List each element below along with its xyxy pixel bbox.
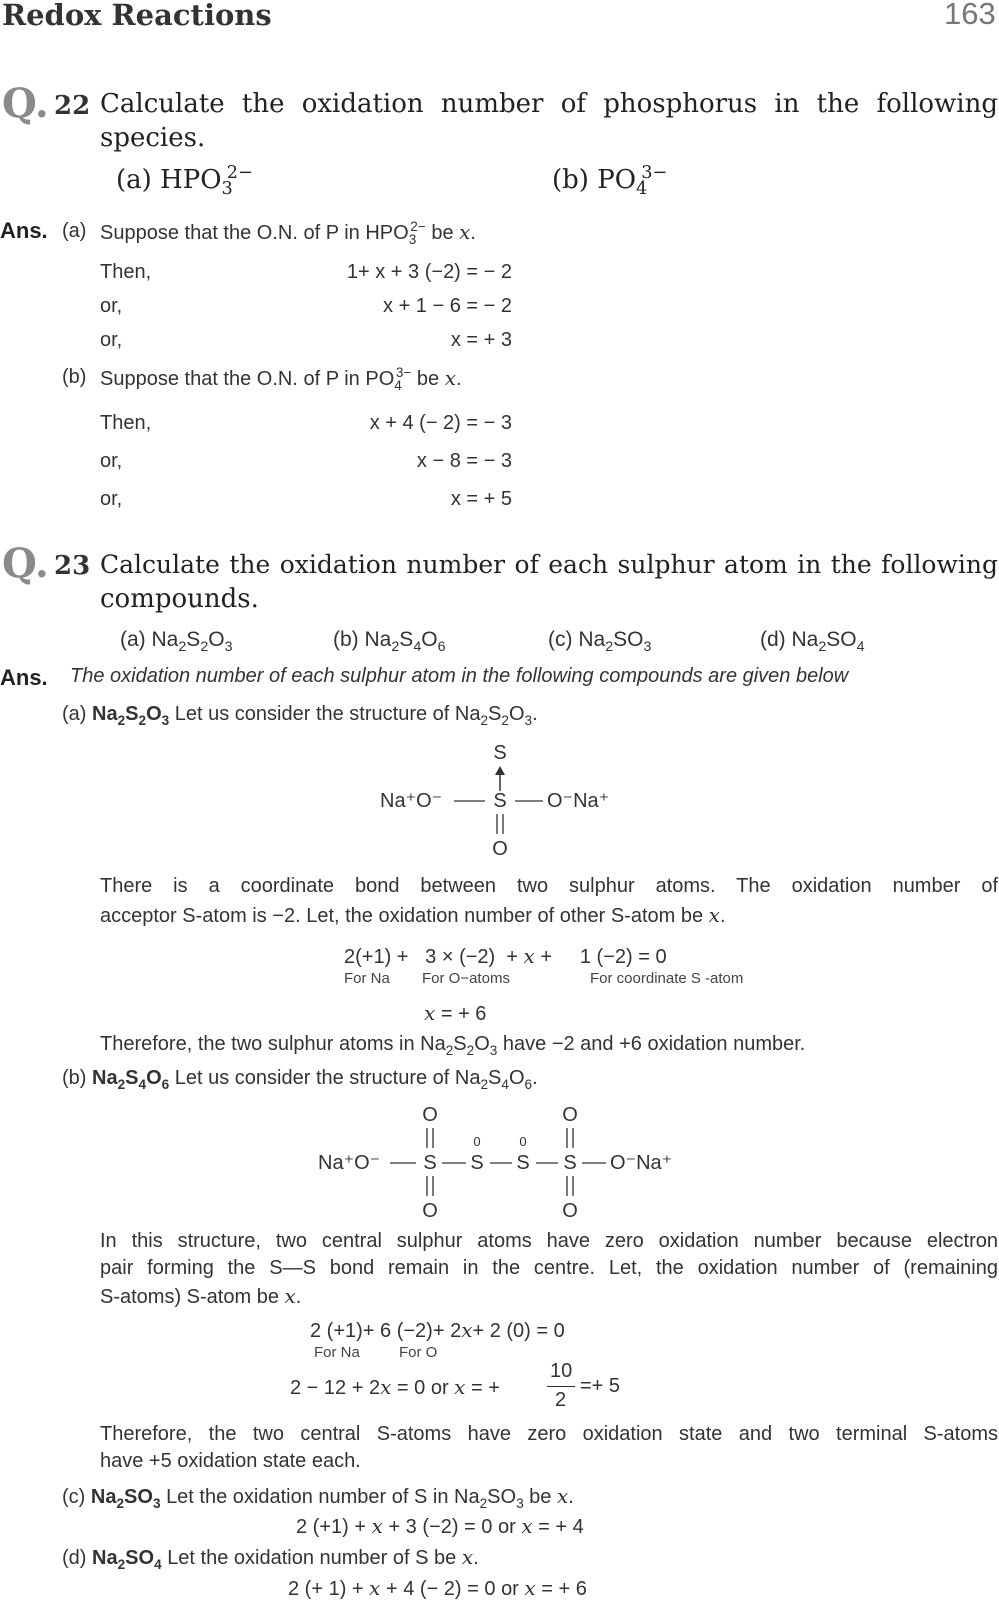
part-b-equation-1: x + 4 (− 2) = − 3	[369, 412, 512, 434]
part-b-paragraph-line1: In this structure, two central sulphur atoms have zero oxidation number because electron	[100, 1230, 998, 1252]
answer-23-label: Ans.	[0, 665, 48, 690]
part-d-equation: 2 (+ 1) + x + 4 (− 2) = 0 or x = + 6	[288, 1576, 587, 1600]
answer-22-part-a-statement: Suppose that the O.N. of P in $HPO_3^{2-}$ be x.	[100, 219, 476, 247]
part-a-equation-1: 1+ x + 3 (−2) = − 2	[346, 261, 512, 283]
part-a-or-label-1: or,	[100, 295, 123, 317]
part-b-equation-1: 2 (+1)+ 6 (−2)+ 2x+ 2 (0) = 0	[310, 1318, 565, 1342]
part-b-equation-2: x − 8 = − 3	[416, 450, 512, 472]
structure-bottom-oxygen: O	[492, 838, 508, 858]
label-for-coordinate-s-atom: For coordinate S -atom	[590, 970, 744, 987]
q22-option-a-label: (a)	[116, 165, 152, 195]
label-for-o-atoms: For O−atoms	[422, 970, 510, 987]
sulphur-1: S	[423, 1152, 437, 1174]
q23-option-d: (d) $Na_2SO_4$	[760, 628, 865, 656]
answer-22-part-b-label: (b)	[62, 366, 87, 388]
coordinate-bond-arrowhead	[495, 766, 505, 775]
q22-option-b-label: (b)	[552, 165, 589, 195]
answer-22-part-a-label: (a)	[62, 220, 87, 242]
question-22-line1: Calculate the oxidation number of phosphorus in the following	[100, 89, 998, 119]
q22-option-b	[552, 163, 668, 200]
structure-top-sulphur: S	[493, 742, 507, 764]
part-b-label-for-o: For O	[399, 1344, 438, 1361]
part-b-conclusion-line2: have +5 oxidation state each.	[100, 1450, 361, 1472]
part-a-paragraph-line1: There is a coordinate bond between two sulphur atoms. The oxidation number of	[100, 875, 998, 897]
part-b-equation-3: x = + 5	[450, 488, 512, 510]
s2-zero-label: 0	[473, 1134, 481, 1149]
part-b-conclusion-line1: Therefore, the two central S-atoms have zero oxidation state and two terminal S-atoms	[100, 1423, 998, 1445]
part-b-equation-2: 2 − 12 + 2x = 0 or x = +	[290, 1375, 500, 1399]
part-a-or-label-2: or,	[100, 329, 123, 351]
q22-option-b-formula: $PO_4^{3-}$	[597, 163, 668, 200]
na2s2o3-structure	[380, 738, 620, 858]
structure-right-group: O⁻Na⁺	[547, 790, 610, 812]
question-mark-23: Q.	[2, 540, 49, 587]
q23-option-a: (a) $Na_2S_2O_3$	[120, 628, 233, 656]
answer-22-label: Ans.	[0, 218, 48, 243]
sulphur-3: S	[516, 1152, 530, 1174]
part-b-label-for-na: For Na	[314, 1344, 360, 1361]
part-b-paragraph-line2: pair forming the S—S bond remain in the centre. Let, the oxidation number of (remaining	[100, 1257, 998, 1279]
structure-central-sulphur: S	[493, 790, 507, 812]
answer-23-part-b: (b) $Na_2S_4O_6$ Let us consider the structure of $Na_2S_4O_6$.	[62, 1067, 538, 1092]
answer-23-part-c: (c) $Na_2SO_3$ Let the oxidation number of S in $Na_2SO_3$ be x.	[62, 1484, 574, 1511]
fraction-bar	[547, 1386, 575, 1387]
q22-option-a	[116, 163, 253, 200]
part-a-then-label: Then,	[100, 261, 152, 283]
part-b-paragraph-line3: S-atoms) S-atom be x.	[100, 1284, 302, 1308]
s4-top-oxygen: O	[562, 1104, 578, 1126]
part-c-equation: 2 (+1) + x + 3 (−2) = 0 or x = + 4	[296, 1514, 584, 1538]
q23-option-c: (c) $Na_2SO_3$	[548, 628, 652, 656]
question-number-22: 22	[54, 91, 91, 121]
fraction-denominator: 2	[555, 1389, 567, 1411]
part-a-equation-3: x = + 3	[450, 329, 512, 351]
fraction-result: =+ 5	[580, 1375, 621, 1397]
part-a-result: x = + 6	[424, 1001, 487, 1025]
question-22-line2: species.	[100, 123, 206, 153]
q23-option-b: (b) $Na_2S_4O_6$	[333, 628, 446, 656]
structure-left-group: Na⁺O⁻	[318, 1152, 381, 1174]
sulphur-2: S	[470, 1152, 484, 1174]
chapter-title: Redox Reactions	[2, 0, 272, 32]
question-number-23: 23	[54, 551, 91, 581]
s1-top-oxygen: O	[422, 1104, 438, 1126]
part-a-main-equation: 2(+1) + 3 × (−2) + x + 1 (−2) = 0	[344, 944, 667, 968]
page-number: 163	[944, 0, 996, 31]
structure-right-group: O⁻Na⁺	[610, 1152, 673, 1174]
na2s4o6-structure	[318, 1100, 688, 1224]
q22-option-a-formula: $HPO_3^{2-}$	[160, 163, 253, 200]
structure-left-group: Na⁺O⁻	[380, 790, 443, 812]
part-a-conclusion: Therefore, the two sulphur atoms in $Na_2S_2O_3$ have −2 and +6 oxidation number.	[100, 1033, 806, 1058]
part-a-paragraph-line2: acceptor S-atom is −2. Let, the oxidation number of other S-atom be x.	[100, 903, 726, 927]
part-b-or-label-2: or,	[100, 488, 123, 510]
sulphur-4: S	[563, 1152, 577, 1174]
part-b-then-label: Then,	[100, 412, 152, 434]
answer-23-part-a: (a) $Na_2S_2O_3$ Let us consider the structure of $Na_2S_2O_3$.	[62, 703, 538, 728]
part-a-equation-2: x + 1 − 6 = − 2	[383, 295, 512, 317]
part-b-or-label-1: or,	[100, 450, 123, 472]
answer-22-part-b-statement: Suppose that the O.N. of P in $PO_4^{3-}$ be x.	[100, 365, 462, 393]
question-mark-22: Q.	[2, 80, 49, 127]
label-for-na: For Na	[344, 970, 390, 987]
question-23-line1: Calculate the oxidation number of each sulphur atom in the following	[100, 550, 998, 579]
s3-zero-label: 0	[519, 1134, 527, 1149]
question-23-line2: compounds.	[100, 584, 259, 614]
s1-bottom-oxygen: O	[422, 1200, 438, 1222]
fraction-numerator: 10	[550, 1360, 573, 1382]
answer-23-part-d: (d) $Na_2SO_4$ Let the oxidation number of S be x.	[62, 1545, 479, 1572]
answer-23-intro: The oxidation number of each sulphur atom in the following compounds are given below	[70, 665, 849, 687]
s4-bottom-oxygen: O	[562, 1200, 578, 1222]
